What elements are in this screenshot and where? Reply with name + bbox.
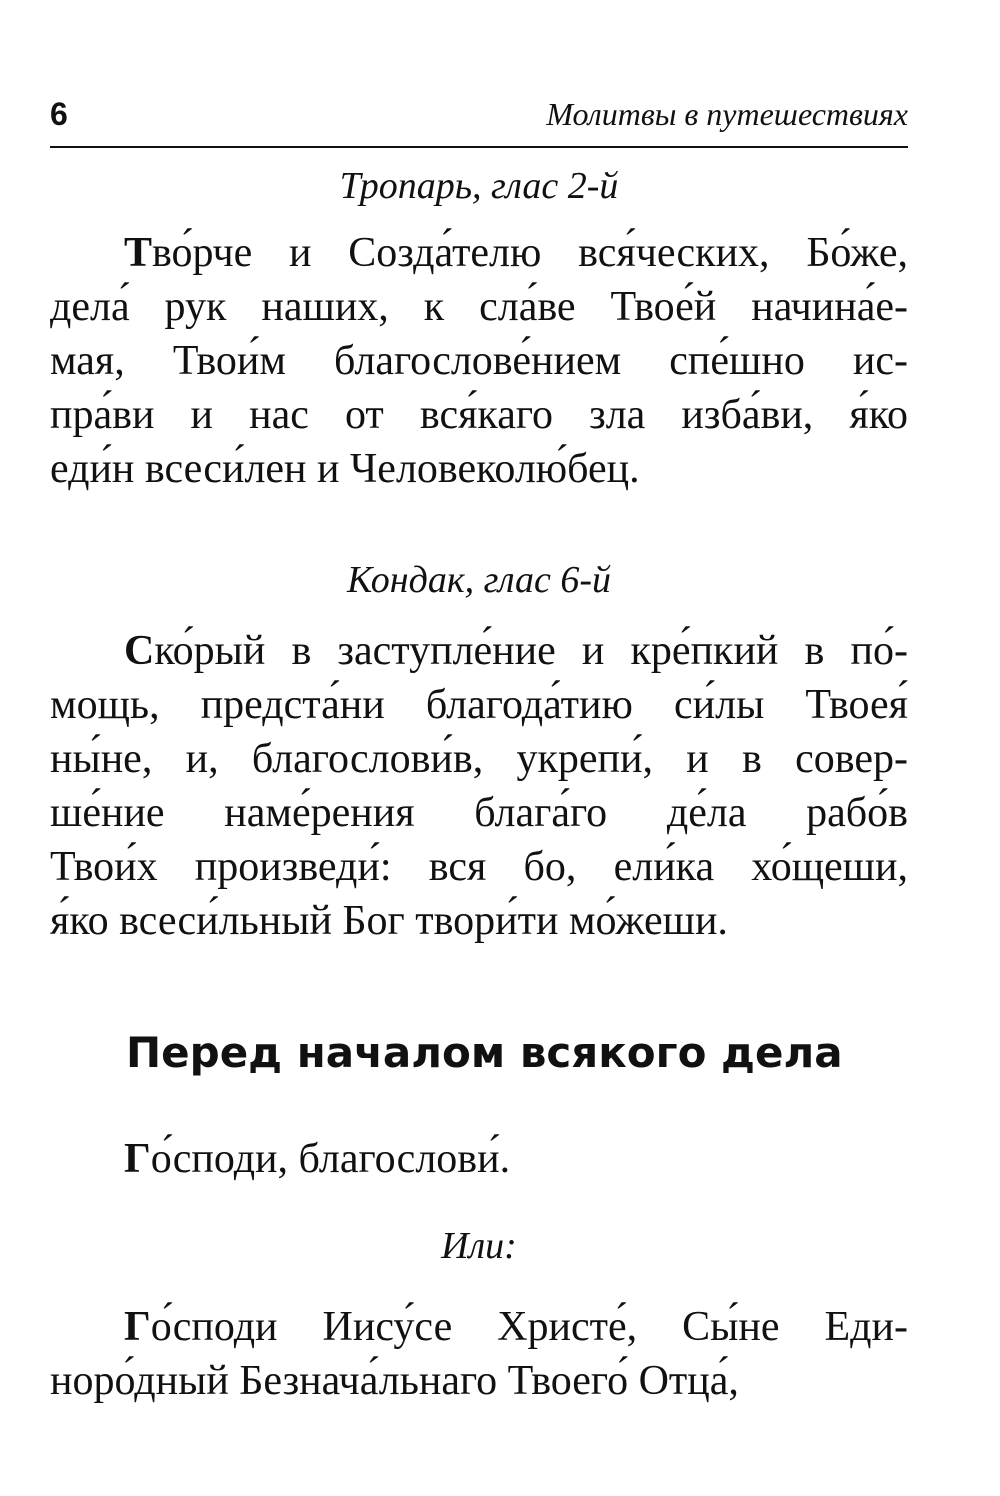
running-header bbox=[50, 96, 908, 148]
text-line: я́ко всеси́льный Бог твори́ти мо́жеши. bbox=[50, 898, 728, 944]
drop-initial: С bbox=[124, 628, 155, 674]
text-line: Го́споди, благослови́. bbox=[124, 1136, 511, 1182]
drop-initial: Т bbox=[124, 230, 153, 276]
drop-initial: Г bbox=[124, 1136, 151, 1182]
kontakion-text bbox=[50, 624, 908, 948]
text-line: ны́не, и, благослови́в, укрепи́, и в совер- bbox=[50, 736, 908, 782]
text-line: Тво́рче и Созда́телю вся́ческих, Бо́же, bbox=[124, 230, 908, 276]
kontakion-title: Кондак, глас 6-й bbox=[346, 559, 611, 601]
text-line: ше́ние наме́рения блага́го де́ла рабо́в bbox=[50, 790, 908, 836]
running-title: Молитвы в путешествиях bbox=[546, 96, 908, 132]
text-line: мощь, предста́ни благода́тию си́лы Твоея́ bbox=[50, 682, 908, 728]
text-line: Го́споди Иису́се Христе́, Сы́не Еди- bbox=[124, 1304, 908, 1350]
text-line: еди́н всеси́лен и Человеколю́бец. bbox=[50, 446, 640, 492]
prayer-long bbox=[50, 1300, 908, 1408]
text-line: пра́ви и нас от вся́каго зла изба́ви, я́ко bbox=[50, 392, 908, 438]
or-label: Или: bbox=[441, 1225, 517, 1267]
prayer-short bbox=[50, 1132, 908, 1186]
text-line: дела́ рук наших, к сла́ве Твое́й начина́е- bbox=[50, 284, 908, 330]
text-line: Ско́рый в заступле́ние и кре́пкий в по́- bbox=[124, 628, 908, 674]
page-number: 6 bbox=[50, 96, 68, 132]
troparion-text bbox=[50, 226, 908, 496]
text-line: мая, Твои́м благослове́нием спе́шно ис- bbox=[50, 338, 908, 384]
section-heading: Перед началом всякого дела bbox=[126, 1028, 843, 1077]
text-line: норо́дный Безнача́льнаго Твоего́ Отца́, bbox=[50, 1358, 739, 1404]
text-line: Твои́х произведи́: вся бо, ели́ка хо́щеши, bbox=[50, 844, 908, 890]
troparion-title: Тропарь, глас 2-й bbox=[339, 165, 619, 207]
drop-initial: Г bbox=[124, 1304, 151, 1350]
